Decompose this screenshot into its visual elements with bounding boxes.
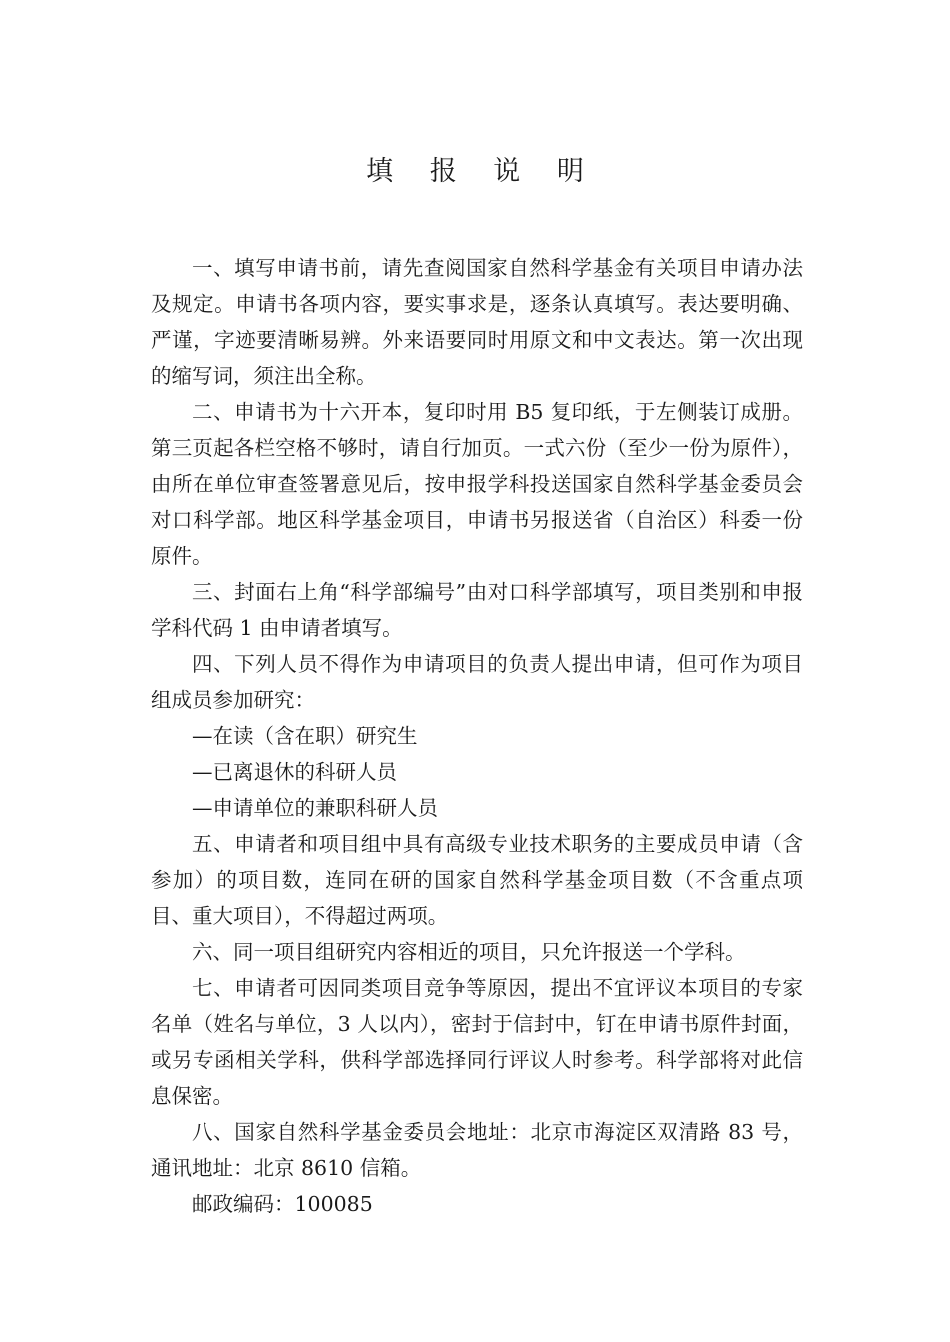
paragraph-5: 五、申请者和项目组中具有高级专业技术职务的主要成员申请（含参加）的项目数，连同在研的国家自然科学基金项目数（不含重点项目、重大项目），不得超过两项。	[151, 832, 803, 928]
postal-code-line: 邮政编码：100085	[192, 1192, 373, 1216]
list-item: —已离退休的科研人员	[192, 760, 397, 784]
paragraph-3: 三、封面右上角“科学部编号”由对口科学部填写，项目类别和申报学科代码 1 由申请者填写。	[151, 580, 803, 640]
list-item: —申请单位的兼职科研人员	[192, 796, 438, 820]
instructions-body	[151, 250, 803, 1222]
paragraph-1: 一、填写申请书前，请先查阅国家自然科学基金有关项目申请办法及规定。申请书各项内容，要实事求是，逐条认真填写。表达要明确、严谨，字迹要清晰易辨。外来语要同时用原文和中文表达。第一次出现的缩写词，须注出全称。	[151, 256, 803, 388]
list-item: —在读（含在职）研究生	[192, 724, 418, 748]
paragraph-4: 四、下列人员不得作为申请项目的负责人提出申请，但可作为项目组成员参加研究：	[151, 652, 803, 712]
page-title: 填 报 说 明	[366, 156, 598, 187]
paragraph-6: 六、同一项目组研究内容相近的项目，只允许报送一个学科。	[192, 940, 746, 964]
paragraph-8: 八、国家自然科学基金委员会地址：北京市海淀区双清路 83 号，通讯地址：北京 8610 信箱。	[151, 1120, 803, 1180]
paragraph-7: 七、申请者可因同类项目竞争等原因，提出不宜评议本项目的专家名单（姓名与单位，3 人以内），密封于信封中，钉在申请书原件封面，或另专函相关学科，供科学部选择同行评议人时参考。科学部将对此信息保密。	[151, 976, 803, 1108]
paragraph-2: 二、申请书为十六开本，复印时用 B5 复印纸，于左侧装订成册。第三页起各栏空格不够时，请自行加页。一式六份（至少一份为原件），由所在单位审查签署意见后，按申报学科投送国家自然科学基金委员会对口科学部。地区科学基金项目，申请书另报送省（自治区）科委一份原件。	[151, 400, 803, 568]
